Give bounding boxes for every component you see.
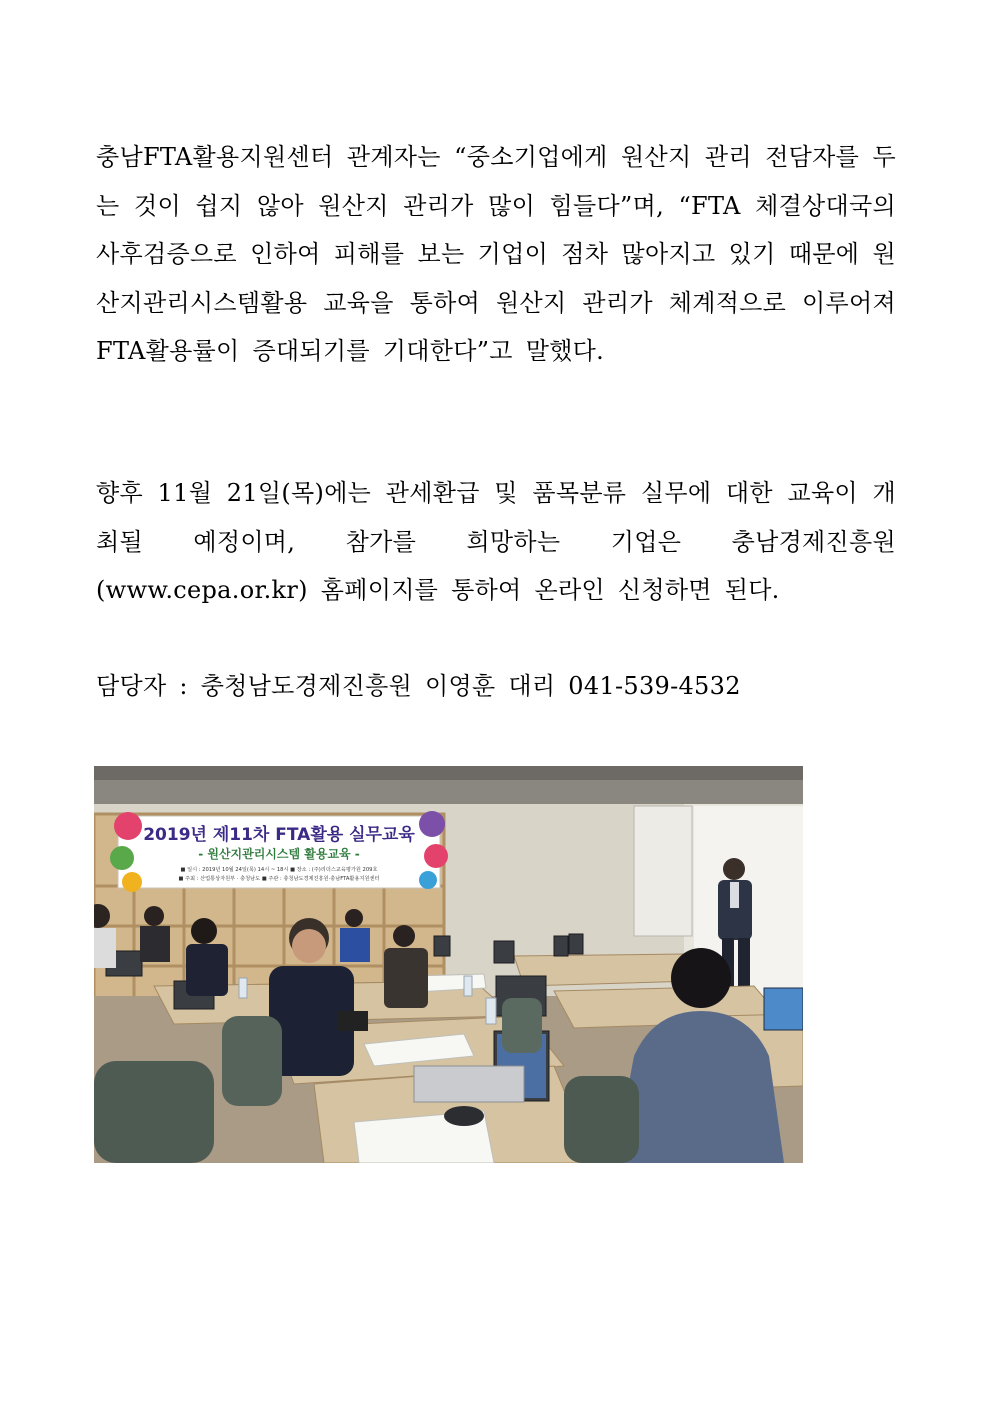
banner-line-1: ■ 일시 : 2019년 10월 24일(목) 14시 ~ 18시 ■ 장소 : (주)리더스교육평가원 209호 <box>180 867 378 873</box>
event-banner <box>110 811 448 892</box>
seminar-photo <box>94 766 803 1163</box>
body-paragraph-1: 충남FTA활용지원센터 관계자는 “중소기업에게 원산지 관리 전담자를 두는 것이 쉽지 않아 원산지 관리가 많이 힘들다”며, “FTA 체결상대국의 사후검증으로 인하여 피해를 보는 기업이 점차 많아지고 있기 때문에 원산지관리시스템활용 교육을 통하여 원산지 관리가 체계적으로 이루어져 FTA활용률이 증대되기를 기대한다”고 말했다. <box>96 143 896 365</box>
banner-line-2: ■ 주최 : 산업통상자원부 · 충청남도 ■ 주관 : 충청남도경제진흥원·충남FTA활용지원센터 <box>178 876 380 882</box>
contact-line: 담당자 : 충청남도경제진흥원 이영훈 대리 041-539-4532 <box>96 672 741 700</box>
body-paragraph-2: 향후 11월 21일(목)에는 관세환급 및 품목분류 실무에 대한 교육이 개최될 예정이며, 참가를 희망하는 기업은 충남경제진흥원(www.cepa.or.kr) 홈페이지를 통하여 온라인 신청하면 된다. <box>96 479 896 604</box>
banner-subtitle: - 원산지관리시스템 활용교육 - <box>198 847 360 861</box>
banner-title: 2019년 제11차 FTA활용 실무교육 <box>143 825 415 845</box>
